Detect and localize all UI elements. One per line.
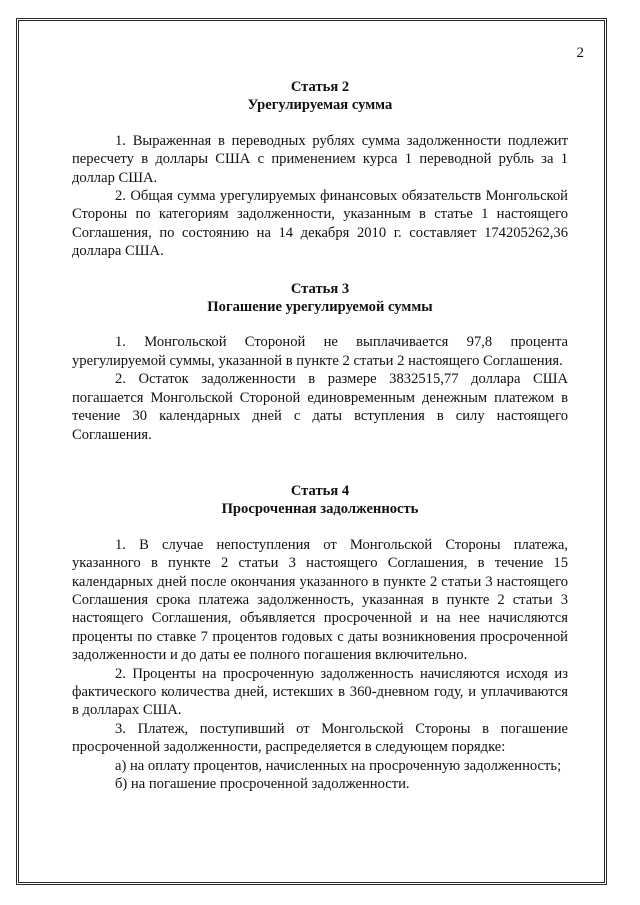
article-title: Погашение урегулируемой суммы xyxy=(207,299,433,316)
page-number: 2 xyxy=(576,45,584,61)
article-heading: Статья 3 xyxy=(290,280,350,297)
article-paragraph: 1. Выраженная в переводных рублях сумма задолженности подлежит пересчету в доллары США с применением курса 1 переводной рубль за 1 доллар США. xyxy=(72,132,568,186)
article-paragraph: 1. Монгольской Стороной не выплачивается 97,8 процента урегулируемой суммы, указанной в пункте 2 статьи 2 настоящего Соглашения. xyxy=(72,334,568,369)
article-paragraph: 3. Платеж, поступивший от Монгольской Стороны в погашение просроченной задолженности, распределяется в следующем порядке: xyxy=(72,720,568,756)
article-heading: Статья 4 xyxy=(290,482,350,499)
article-paragraph: 2. Проценты на просроченную задолженность начисляются исходя из фактического количества дней, истекших в 360-дневном году, и уплачиваются в долларах США. xyxy=(72,665,568,719)
article-heading: Статья 2 xyxy=(290,79,350,95)
article-paragraph: 2. Общая сумма урегулируемых финансовых обязательств Монгольской Стороны по категориям задолженности, указанным в статье 1 настоящего Соглашения, по состоянию на 14 декабря 2010 г. составляет 174205262,36 доллара США. xyxy=(72,188,568,260)
article-paragraph: 1. В случае непоступления от Монгольской Стороны платежа, указанного в пункте 2 статьи 3 настоящего Соглашения, в течение 15 календарных дней после окончания указанного в пункте 2 статьи 3 настоящего Соглашения срока платежа задолженность, указанная в пункте 2 статьи 3 настоящего Соглашения, объявляется просроченной и на нее начисляются проценты по ставке 7 процентов годовых с даты возникновения просроченной задолженности и до даты ее полного погашения включительно. xyxy=(72,536,568,664)
document-body xyxy=(72,78,568,793)
article-title: Урегулируемая сумма xyxy=(247,97,393,114)
article-title: Просроченная задолженность xyxy=(221,501,419,518)
list-item: а) на оплату процентов, начисленных на просроченную задолженность; xyxy=(115,757,562,774)
article-4 xyxy=(72,482,568,794)
article-2 xyxy=(72,78,568,261)
list-item: б) на погашение просроченной задолженности. xyxy=(115,776,410,792)
document-page xyxy=(16,18,607,885)
article-3 xyxy=(72,280,568,444)
article-paragraph: 2. Остаток задолженности в размере 3832515,77 доллара США погашается Монгольской Стороной единовременным денежным платежом в течение 30 календарных дней с даты вступления в силу настоящего Соглашения. xyxy=(72,371,568,443)
